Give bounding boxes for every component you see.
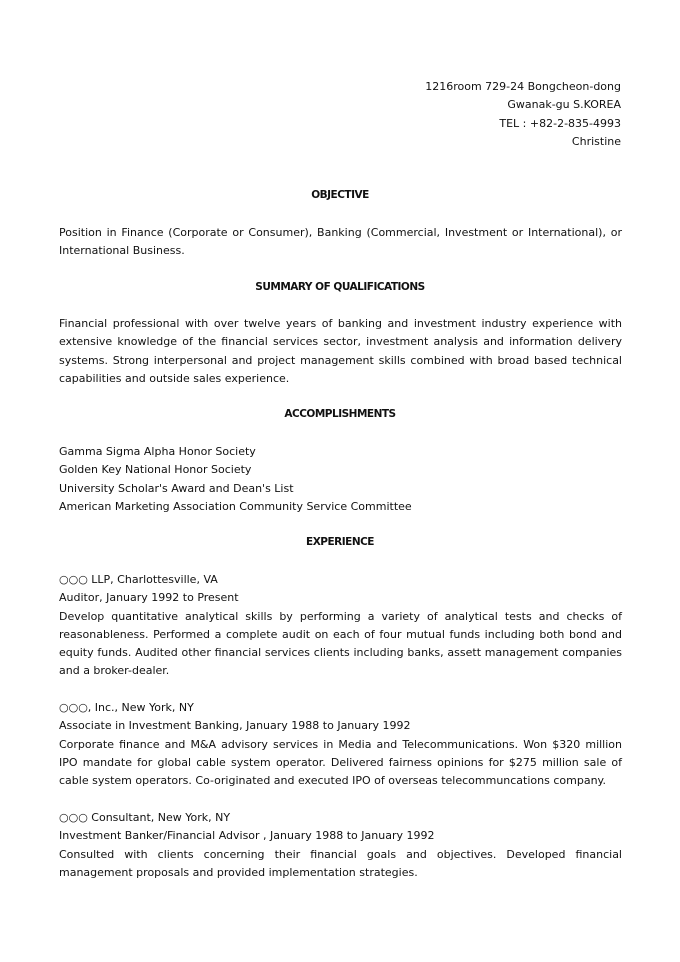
experience-entry (59, 809, 622, 882)
summary-heading: SUMMARY OF QUALIFICATIONS (255, 281, 425, 293)
experience-heading: EXPERIENCE (306, 536, 374, 548)
job-company: ○○○, Inc., New York, NY (59, 701, 194, 714)
list-item: University Scholar's Award and Dean's List (59, 481, 294, 495)
address-street: 1216room 729-24 Bongcheon-dong (425, 80, 621, 93)
summary-text: Financial professional with over twelve years of banking and investment industry experience with extensive knowledge of the financial services sector, investment analysis and information delivery systems. Strong interpersonal and project management skills combined with broad based technical capabilities and outside sales experience. (59, 317, 622, 385)
address-name: Christine (571, 134, 621, 148)
experience-entry (59, 571, 622, 681)
job-title: Associate in Investment Banking, January 1988 to January 1992 (59, 719, 411, 733)
job-description: Corporate finance and M&A advisory services in Media and Telecommunications. Won $320 million IPO mandate for global cable system operator. Delivered fairness opinions for $275 million sale of cable system operators. Co-originated and executed IPO of overseas telecommuncations company. (59, 737, 622, 788)
job-company: ○○○ LLP, Charlottesville, VA (59, 573, 218, 586)
address-phone: TEL : +82-2-835-4993 (499, 116, 621, 130)
job-title: Investment Banker/Financial Advisor , January 1988 to January 1992 (59, 829, 435, 843)
objective-heading: OBJECTIVE (311, 189, 369, 201)
list-item: American Marketing Association Community Service Committee (59, 499, 412, 513)
job-description: Develop quantitative analytical skills by performing a variety of analytical tests and checks of reasonableness. Performed a complete audit on each of four mutual funds including both bond and equity funds. Audited other financial services clients including banks, assett management companies and a broker-dealer. (59, 609, 622, 678)
address-city: Gwanak-gu S.KOREA (507, 98, 621, 112)
list-item: Golden Key National Honor Society (59, 463, 252, 477)
job-title: Auditor, January 1992 to Present (59, 591, 239, 605)
accomplishments-list (59, 443, 622, 516)
job-company: ○○○ Consultant, New York, NY (59, 811, 231, 824)
contact-address-block (425, 78, 621, 151)
objective-text: Position in Finance (Corporate or Consumer), Banking (Commercial, Investment or International), or International Business. (59, 226, 622, 258)
job-description: Consulted with clients concerning their financial goals and objectives. Developed financial management proposals and provided implementation strategies. (59, 847, 622, 879)
accomplishments-heading: ACCOMPLISHMENTS (284, 408, 396, 420)
list-item: Gamma Sigma Alpha Honor Society (59, 445, 256, 458)
experience-entry (59, 699, 622, 790)
